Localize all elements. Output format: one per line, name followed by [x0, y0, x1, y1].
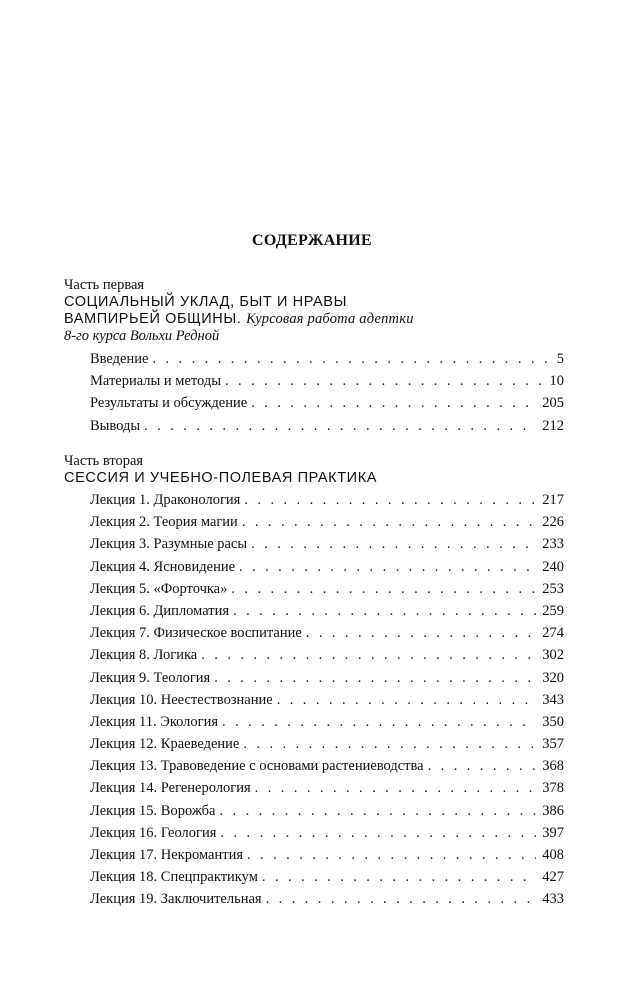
toc-entry-page: 274: [542, 625, 564, 642]
dot-leader: [144, 415, 536, 437]
toc-entry-page: 427: [542, 869, 564, 886]
toc-entry-title: Лекция 11. Экология: [90, 713, 219, 730]
toc-entry-page: 212: [542, 417, 564, 434]
toc-entry-page: 233: [542, 536, 564, 553]
toc-entry[interactable]: [90, 755, 564, 777]
toc-entry[interactable]: [90, 689, 564, 711]
toc-entry[interactable]: [90, 888, 564, 910]
toc-entry-title: Лекция 12. Краеведение: [90, 736, 240, 753]
toc-entry[interactable]: [90, 822, 564, 844]
toc-entry-title: Введение: [90, 351, 149, 367]
toc-entry-title: Лекция 13. Травоведение с основами растениеводства: [90, 758, 424, 775]
dot-leader: [231, 578, 536, 600]
part-one-heading-line1: СОЦИАЛЬНЫЙ УКЛАД, БЫТ И НРАВЫ: [64, 294, 348, 310]
toc-entry[interactable]: [90, 533, 564, 555]
toc-entry-title: Лекция 3. Разумные расы: [90, 536, 248, 553]
part-one-entries: [64, 348, 564, 437]
toc-entry[interactable]: [90, 667, 564, 689]
dot-leader: [201, 644, 536, 666]
toc-entry[interactable]: [90, 489, 564, 511]
dot-leader: [306, 622, 536, 644]
toc-entry-page: 350: [542, 713, 564, 730]
toc-entry-page: 240: [542, 558, 564, 575]
part-one: [64, 276, 564, 437]
toc-entry[interactable]: [90, 348, 564, 370]
toc-entry-page: 253: [542, 580, 564, 597]
part-two-heading: СЕССИЯ И УЧЕБНО-ПОЛЕВАЯ ПРАКТИКА: [64, 470, 378, 486]
toc-entry-title: Выводы: [90, 417, 141, 434]
toc-entry[interactable]: [90, 415, 564, 437]
part-one-subtitle-start: Курсовая работа адептки: [246, 311, 414, 327]
toc-entry[interactable]: [90, 556, 564, 578]
dot-leader: [277, 689, 537, 711]
dot-leader: [152, 348, 550, 370]
toc-entry-title: Лекция 6. Дипломатия: [90, 602, 230, 619]
toc-entry-page: 205: [542, 395, 564, 412]
part-two-label: Часть вторая: [64, 453, 144, 469]
toc-entry[interactable]: [90, 600, 564, 622]
dot-leader: [251, 392, 536, 414]
toc-entry-title: Лекция 8. Логика: [90, 647, 198, 664]
toc-entry-page: 357: [542, 736, 564, 753]
dot-leader: [222, 711, 536, 733]
dot-leader: [219, 800, 536, 822]
toc-entry[interactable]: [90, 733, 564, 755]
toc-entry-title: Лекция 19. Заключительная: [90, 891, 262, 908]
part-one-heading-line2-text: ВАМПИРЬЕЙ ОБЩИНЫ.: [64, 311, 242, 327]
toc-entry[interactable]: [90, 800, 564, 822]
dot-leader: [266, 888, 537, 910]
toc-entry-title: Лекция 1. Драконология: [90, 492, 241, 508]
toc-entry-title: Лекция 14. Регенерология: [90, 780, 251, 797]
dot-leader: [243, 733, 536, 755]
toc-entry-page: 217: [542, 492, 564, 508]
dot-leader: [220, 822, 536, 844]
part-one-heading-line2: [64, 311, 564, 328]
toc-entry-page: 302: [542, 647, 564, 664]
dot-leader: [247, 844, 536, 866]
dot-leader: [242, 511, 536, 533]
toc-entry-title: Лекция 9. Теология: [90, 669, 211, 686]
toc-entry-page: 343: [542, 691, 564, 708]
toc-entry-page: 5: [556, 351, 564, 367]
dot-leader: [251, 533, 536, 555]
toc-entry-title: Материалы и методы: [90, 373, 221, 390]
toc-entry[interactable]: [90, 511, 564, 533]
toc-entry-page: 368: [542, 758, 564, 775]
toc-entry-title: Лекция 10. Неестествознание: [90, 691, 273, 708]
toc-entry-page: 386: [542, 802, 564, 819]
toc-entry-title: Лекция 18. Спецпрактикум: [90, 869, 258, 886]
dot-leader: [262, 866, 536, 888]
dot-leader: [214, 667, 536, 689]
dot-leader: [428, 755, 537, 777]
toc-entry-title: Лекция 15. Ворожба: [90, 802, 216, 819]
toc-entry-page: 433: [542, 891, 564, 908]
toc-entry[interactable]: [90, 844, 564, 866]
toc-entry-page: 259: [542, 602, 564, 619]
part-one-subtitle-end: 8-го курса Вольхи Редной: [64, 328, 220, 344]
dot-leader: [233, 600, 536, 622]
toc-entry-title: Лекция 2. Теория магии: [90, 514, 238, 531]
toc-entry[interactable]: [90, 392, 564, 414]
toc-entry-page: 226: [542, 514, 564, 531]
toc-entry-title: Лекция 5. «Форточка»: [90, 580, 228, 597]
toc-entry[interactable]: [90, 711, 564, 733]
part-two-entries: [64, 489, 564, 911]
dot-leader: [225, 370, 544, 392]
dot-leader: [239, 556, 536, 578]
dot-leader: [255, 777, 537, 799]
toc-entry[interactable]: [90, 644, 564, 666]
toc-entry-page: 320: [542, 669, 564, 686]
part-one-label: Часть первая: [64, 277, 145, 293]
toc-entry-title: Лекция 16. Геология: [90, 824, 217, 841]
dot-leader: [244, 489, 536, 511]
toc-entry-page: 10: [549, 373, 564, 390]
toc-title: СОДЕРЖАНИЕ: [251, 232, 373, 249]
toc-entry-page: 397: [542, 824, 564, 841]
toc-entry-title: Лекция 17. Некромантия: [90, 847, 243, 863]
toc-entry-title: Лекция 4. Ясновидение: [90, 558, 236, 575]
toc-entry-page: 408: [542, 847, 564, 863]
toc-entry[interactable]: [90, 777, 564, 799]
toc-entry[interactable]: [90, 370, 564, 392]
toc-entry-page: 378: [542, 780, 564, 797]
toc-entry[interactable]: [90, 578, 564, 600]
part-two: [64, 452, 564, 911]
toc-entry-title: Лекция 7. Физическое воспитание: [90, 625, 302, 642]
toc-entry-title: Результаты и обсуждение: [90, 395, 248, 412]
toc-entry[interactable]: [90, 622, 564, 644]
toc-entry[interactable]: [90, 866, 564, 888]
